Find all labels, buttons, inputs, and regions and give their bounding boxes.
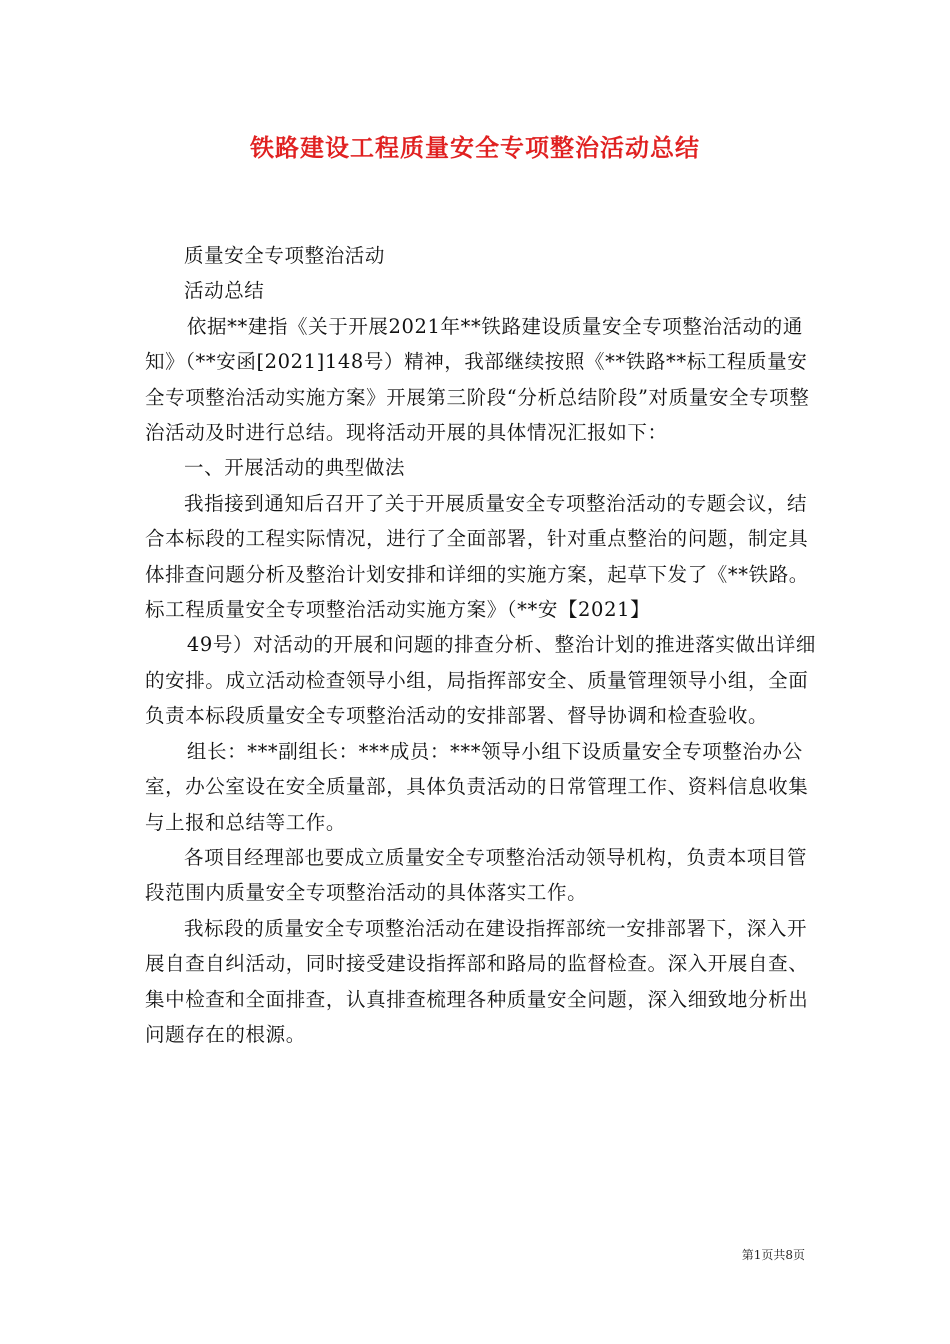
paragraph-meeting: 我指接到通知后召开了关于开展质量安全专项整治活动的专题会议，结合本标段的工程实际情况，进行了全面部署，针对重点整治的问题，制定具体排查问题分析及整治计划安排和详细的实施方案，起草下发了《**铁路。标工程质量安全专项整治活动实施方案》（**安【2021】 — [145, 491, 809, 622]
section-heading-typical-practices: 一、开展活动的典型做法 — [184, 456, 406, 480]
paragraph-arrangement: 49号）对活动的开展和问题的排查分析、整治计划的推进落实做出详细的安排。成立活动检查领导小组，局指挥部安全、质量管理领导小组，全面负责本标段质量安全专项整治活动的安排部署、督导协调和检查验收。 — [145, 633, 816, 728]
paragraph-self-inspection: 我标段的质量安全专项整治活动在建设指挥部统一安排部署下，深入开展自查自纠活动，同时接受建设指挥部和路局的监督检查。深入开展自查、集中检查和全面排查，认真排查梳理各种质量安全问题，深入细致地分析出问题存在的根源。 — [145, 916, 809, 1046]
page-number: 第1页共8页 — [741, 1248, 805, 1262]
paragraph-project-departments: 各项目经理部也要成立质量安全专项整治活动领导机构，负责本项目管段范围内质量安全专项整治活动的具体落实工作。 — [145, 845, 808, 905]
document-title: 铁路建设工程质量安全专项整治活动总结 — [250, 133, 700, 162]
paragraph-summary-label: 活动总结 — [184, 279, 265, 303]
document-body — [145, 238, 825, 1052]
paragraph-basis: 依据**建指《关于开展2021年**铁路建设质量安全专项整治活动的通知》（**安函[2021]148号）精神，我部继续按照《**铁路**标工程质量安全专项整治活动实施方案》开展第三阶段“分析总结阶段”对质量安全专项整治活动及时进行总结。现将活动开展的具体情况汇报如下： — [145, 314, 810, 445]
paragraph-leadership: 组长：***副组长：***成员：***领导小组下设质量安全专项整治办公室，办公室设在安全质量部，具体负责活动的日常管理工作、资料信息收集与上报和总结等工作。 — [145, 739, 809, 834]
paragraph-subtitle: 质量安全专项整治活动 — [184, 244, 386, 267]
